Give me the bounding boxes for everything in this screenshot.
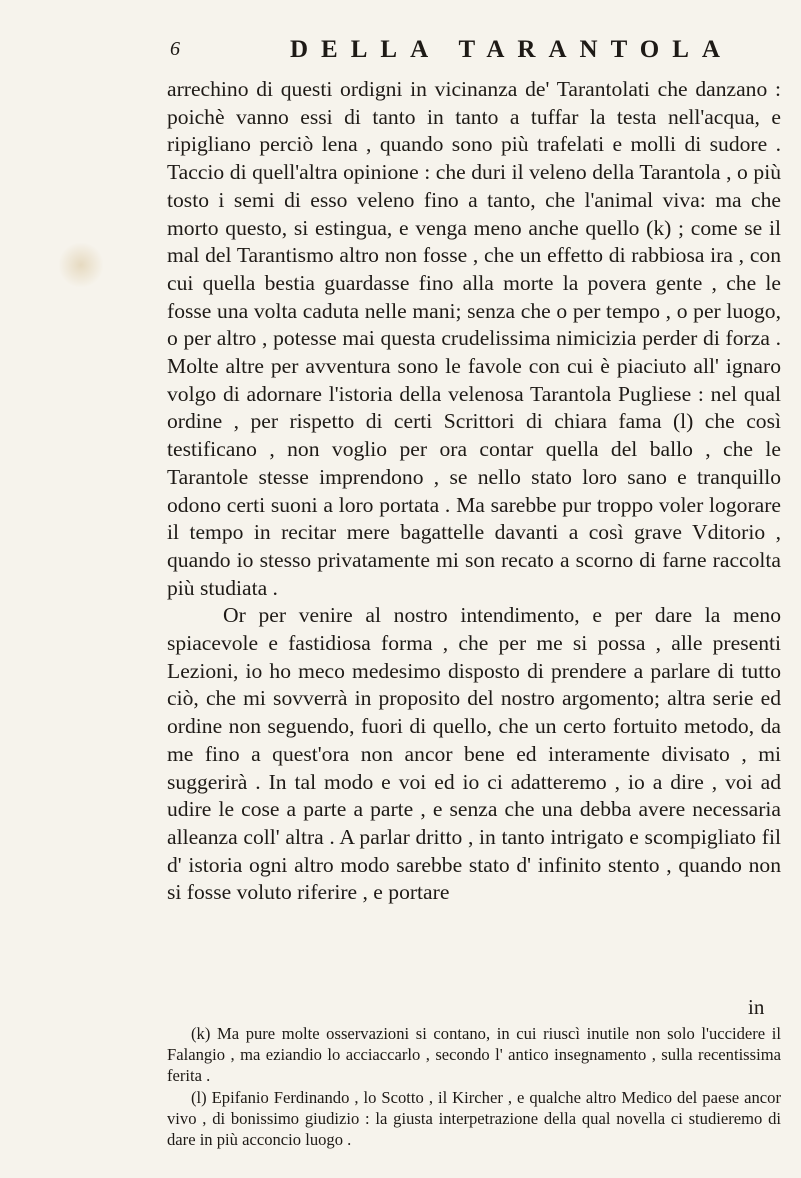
footnotes [167,1023,781,1150]
footnote-k: (k) Ma pure molte osservazioni si contano, in cui riuscì inutile non solo l'uccidere il Falangio , ma eziandio lo acciaccarlo , secondo l' antico insegnamento , sulla recentissima ferita . [167,1024,781,1086]
running-title: DELLA TARANTOLA [290,36,733,63]
body-text [167,76,781,907]
paragraph: Or per venire al nostro intendimento, e per dare la meno spiacevole e fastidiosa forma , che per me si possa , alle presenti Lezioni, io ho meco medesimo disposto di prendere a parlare di tutto ciò, che mi sovverrà in proposito del nostro argomento; altra serie ed ordine non seguendo, fuori di quello, che un certo fortuito metodo, da me fino a quest'ora non ancor bene ed interamente divisato , mi suggerirà . In tal modo e voi ed io ci adatteremo , io a dire , voi ad udire le cose a parte a parte , e senza che una debba avere necessaria alleanza coll' altra . A parlar dritto , in tanto intrigato e scompigliato fil d' istoria ogni altro modo sarebbe stato d' infinito stento , quando non si fosse voluto riferire , e portare [167,603,781,905]
page-header [170,36,770,68]
catchword: in [748,995,765,1019]
page-number: 6 [170,38,180,60]
paper-stain [58,242,104,288]
footnote-l: (l) Epifanio Ferdinando , lo Scotto , il Kircher , e qualche altro Medico del paese ancor vivo , di bonissimo giudizio : la giusta interpetrazione della qual novella ci studieremo di dare in più acconcio luogo . [167,1087,781,1150]
paragraph: arrechino di questi ordigni in vicinanza de' Tarantolati che danzano : poichè vanno essi di tanto in tanto a tuffar la testa nell'acqua, e ripigliano perciò lena , quando sono più trafelati e molli di sudore . Taccio di quell'altra opinione : che duri il veleno della Tarantola , o più tosto i semi di esso veleno fino a tanto, che l'animal viva: ma che morto questo, si estingua, e venga meno anche quello (k) ; come se il mal del Tarantismo altro non fosse , che un effetto di rabbiosa ira , con cui quella bestia guardasse fino alla morte la povera gente , che le fosse una volta caduta nelle mani; senza che o per tempo , o per luogo, o per altro , potesse mai questa crudelissima nimicizia perder di forza . Molte altre per avventura sono le favole con cui è piaciuto all' ignaro volgo di adornare l'istoria della velenosa Tarantola Pugliese : nel qual ordine , per rispetto di certi Scrittori di chiara fama (l) che così testificano , non voglio per ora contar quella del ballo , che le Tarantole stesse imprendono , se nello stato loro sano e tranquillo odono certi suoni a loro portata . Ma sarebbe pur troppo voler logorare il tempo in recitar mere bagattelle davanti a così grave Vditorio , quando io stesso privatamente mi son recato a scorno di farne raccolta più studiata . [167,77,781,600]
